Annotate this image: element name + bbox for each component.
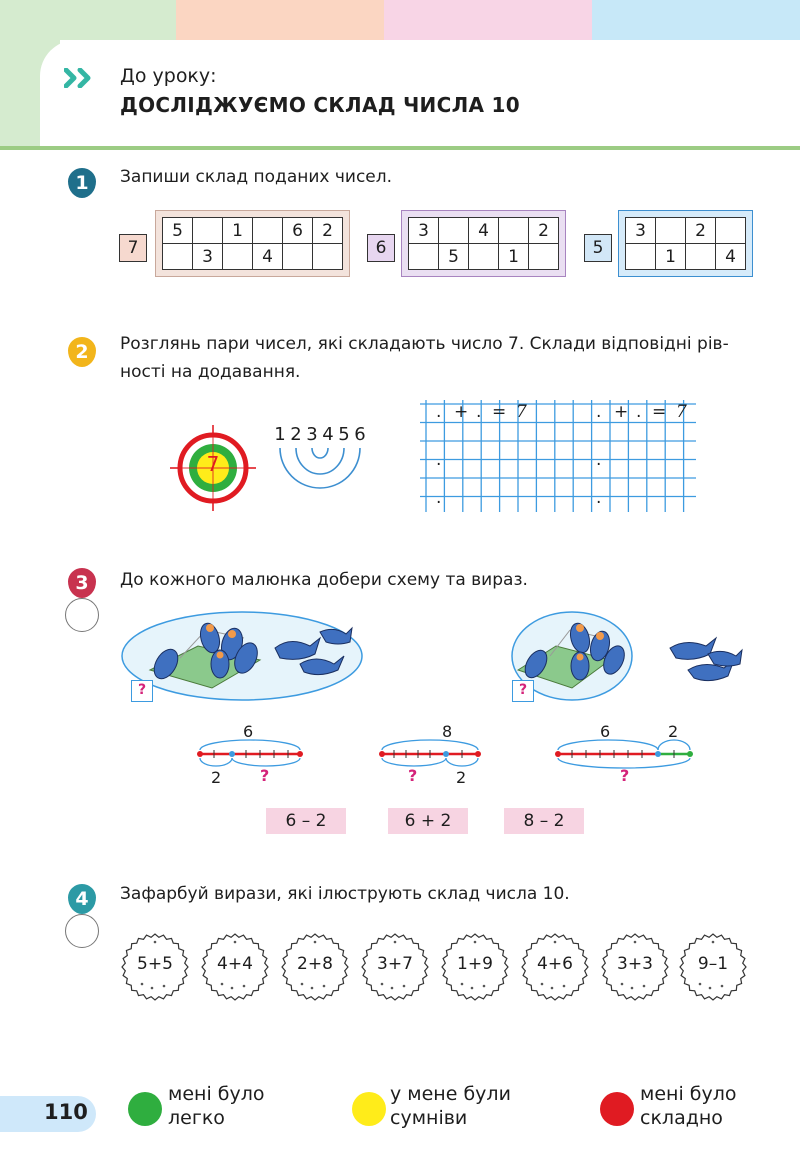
house-6 (401, 210, 566, 277)
scheme-1 (194, 738, 306, 770)
page-number: 110 (44, 1100, 88, 1124)
expression-box[interactable]: 6 + 2 (388, 808, 468, 834)
expression-box[interactable]: 6 – 2 (266, 808, 346, 834)
cookie-expression[interactable] (438, 930, 512, 1004)
pair-number: 5 (338, 424, 350, 445)
header-strip-orange (176, 0, 384, 40)
house-cell[interactable] (656, 218, 686, 244)
task-4-badge: 4 (68, 884, 96, 914)
question-box-left: ? (131, 680, 153, 702)
house-cell[interactable] (193, 218, 223, 244)
scheme-2 (376, 738, 484, 770)
house-cell[interactable]: 2 (686, 218, 716, 244)
task-3-badge: 3 (68, 568, 96, 598)
house-cell[interactable]: 4 (716, 244, 746, 270)
house-5-label: 5 (584, 234, 612, 262)
house-cell[interactable] (223, 244, 253, 270)
grid-cell: 7 (676, 402, 687, 422)
house-7 (155, 210, 350, 277)
house-cell[interactable]: 4 (253, 244, 283, 270)
house-cell[interactable]: 1 (656, 244, 686, 270)
scheme-2-top: 8 (442, 722, 453, 741)
task-4-text: Зафарбуй вирази, які ілюструють склад числа 10. (120, 884, 570, 904)
status-dot-easy[interactable] (128, 1092, 162, 1126)
pair-arcs (272, 446, 372, 494)
house-cell[interactable]: 3 (626, 218, 656, 244)
task-4-check-circle[interactable] (65, 914, 99, 948)
birds-feeder-picture-right (510, 608, 750, 704)
pair-number: 6 (354, 424, 366, 445)
task-3-text: До кожного малюнка добери схему та вираз. (120, 570, 528, 590)
task-2-text-line2: ності на додавання. (120, 362, 301, 382)
house-cell[interactable] (469, 244, 499, 270)
house-cell[interactable] (313, 244, 343, 270)
grid-dot: . (436, 450, 442, 470)
cookie-expression-text: 3+7 (377, 954, 413, 974)
cookie-expression[interactable] (278, 930, 352, 1004)
grid-dot: . (596, 488, 602, 508)
task-3-check-circle[interactable] (65, 598, 99, 632)
house-cell[interactable]: 1 (499, 244, 529, 270)
house-cell[interactable]: 3 (409, 218, 439, 244)
house-cell[interactable] (499, 218, 529, 244)
grid-cell: + (614, 402, 629, 422)
house-cell[interactable]: 2 (313, 218, 343, 244)
cookie-expression-text: 2+8 (297, 954, 333, 974)
house-cell[interactable] (253, 218, 283, 244)
grid-dot: . (596, 450, 602, 470)
cookie-expression-text: 4+6 (537, 954, 573, 974)
pair-numbers (272, 424, 368, 445)
scheme-1-bottom-left: 2 (211, 768, 222, 787)
page-title: ДОСЛІДЖУЄМО СКЛАД ЧИСЛА 10 (120, 93, 520, 117)
grid-dot: . (436, 488, 442, 508)
status-easy-line2: легко (168, 1107, 225, 1129)
header-strip-pink (384, 0, 592, 40)
status-doubt-line2: сумніви (390, 1107, 468, 1129)
pair-number: 4 (322, 424, 334, 445)
status-dot-doubt[interactable] (352, 1092, 386, 1126)
cookie-expression[interactable] (358, 930, 432, 1004)
house-6-label: 6 (367, 234, 395, 262)
cookie-expression[interactable] (598, 930, 672, 1004)
house-cell[interactable] (163, 244, 193, 270)
grid-cell: = (652, 402, 667, 422)
grid-cell: + (454, 402, 469, 422)
birds-feeder-picture-left (120, 608, 370, 704)
cookie-expression-text: 5+5 (137, 954, 173, 974)
grid-cell: . (596, 402, 602, 422)
grid-cell: 7 (516, 402, 527, 422)
house-cell[interactable]: 6 (283, 218, 313, 244)
grid-cell: . (476, 402, 482, 422)
cookie-expression[interactable] (118, 930, 192, 1004)
task-1-text: Запиши склад поданих чисел. (120, 167, 393, 187)
header-pretitle: До уроку: (120, 65, 217, 87)
task-2-text-line1: Розглянь пари чисел, які складають число 7. Склади відповідні рів- (120, 334, 729, 354)
scheme-3-bottom: ? (620, 766, 630, 785)
house-cell[interactable]: 5 (163, 218, 193, 244)
scheme-3-top-left: 6 (600, 722, 611, 741)
grid-cell: = (492, 402, 507, 422)
house-cell[interactable] (529, 244, 559, 270)
house-cell[interactable] (716, 218, 746, 244)
status-doubt-line1: у мене були (390, 1083, 511, 1105)
scheme-1-bottom-right: ? (260, 766, 270, 785)
house-cell[interactable]: 5 (439, 244, 469, 270)
house-5 (618, 210, 753, 277)
cookie-expression[interactable] (676, 930, 750, 1004)
house-cell[interactable] (409, 244, 439, 270)
house-cell[interactable]: 2 (529, 218, 559, 244)
pair-number: 1 (274, 424, 286, 445)
header-divider (0, 146, 800, 150)
status-dot-hard[interactable] (600, 1092, 634, 1126)
scheme-1-top: 6 (243, 722, 254, 741)
house-cell[interactable] (439, 218, 469, 244)
cookie-expression-text: 9–1 (697, 954, 729, 974)
pair-number: 3 (306, 424, 318, 445)
task-1-badge: 1 (68, 168, 96, 198)
pair-number: 2 (290, 424, 302, 445)
target-number: 7 (206, 452, 220, 476)
header-strip-blue (592, 0, 800, 40)
task-2-badge: 2 (68, 337, 96, 367)
house-cell[interactable]: 1 (223, 218, 253, 244)
cookie-expression-text: 1+9 (457, 954, 493, 974)
scheme-2-bottom-right: 2 (456, 768, 467, 787)
header-strip-green (0, 0, 176, 40)
status-hard-line1: мені було (640, 1083, 737, 1105)
cookie-expression-text: 3+3 (617, 954, 653, 974)
house-cell[interactable] (686, 244, 716, 270)
house-cell[interactable]: 4 (469, 218, 499, 244)
double-chevron-icon (64, 68, 104, 88)
cookie-expression-text: 4+4 (217, 954, 253, 974)
house-cell[interactable] (283, 244, 313, 270)
expression-box[interactable]: 8 – 2 (504, 808, 584, 834)
status-easy-line1: мені було (168, 1083, 265, 1105)
question-box-right: ? (512, 680, 534, 702)
house-7-label: 7 (119, 234, 147, 262)
house-cell[interactable] (626, 244, 656, 270)
scheme-3-top-right: 2 (668, 722, 679, 741)
status-hard-line2: складно (640, 1107, 723, 1129)
house-cell[interactable]: 3 (193, 244, 223, 270)
cookie-expression[interactable] (518, 930, 592, 1004)
grid-cell: . (436, 402, 442, 422)
grid-cell: . (636, 402, 642, 422)
scheme-2-bottom-left: ? (408, 766, 418, 785)
cookie-expression[interactable] (198, 930, 272, 1004)
